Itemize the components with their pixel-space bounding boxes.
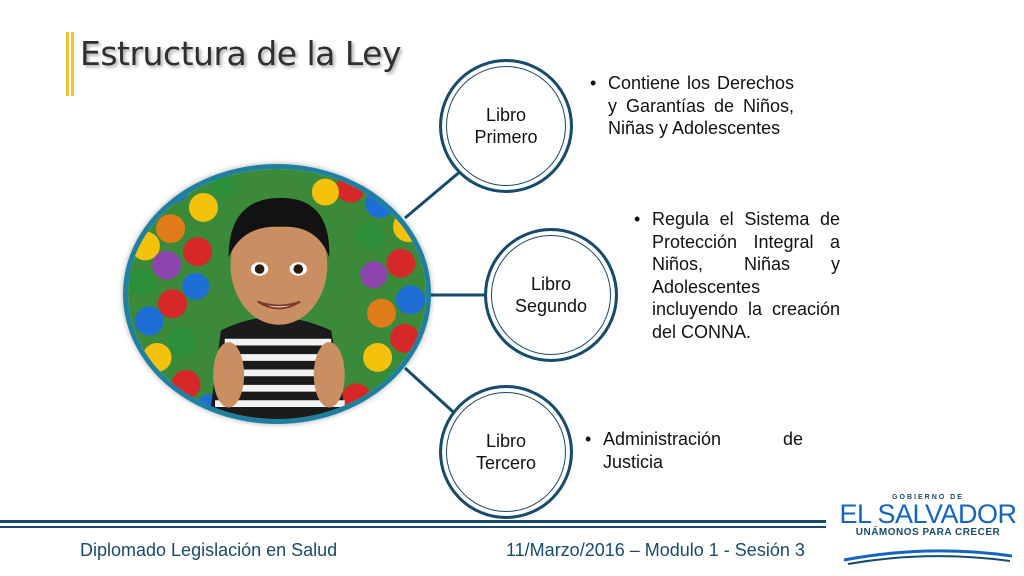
gobierno-el-salvador-logo bbox=[838, 494, 1018, 570]
description-libro-primero: • Contiene los Derechos y Garantías de Niños, Niñas y Adolescentes bbox=[588, 72, 794, 140]
footer-course: Diplomado Legislación en Salud bbox=[80, 540, 338, 560]
description-libro-tercero: • Administración de Justicia bbox=[583, 428, 803, 473]
node-libro-primero bbox=[439, 59, 573, 193]
connector-1 bbox=[405, 170, 462, 218]
slide-title: Estructura de la Ley bbox=[80, 34, 401, 73]
node-libro-segundo bbox=[484, 228, 618, 362]
node-libro-tercero bbox=[439, 385, 573, 519]
description-libro-segundo: • Regula el Sistema de Protección Integral a Niños, Niñas y Adolescentes incluyendo la creación del CONNA. bbox=[632, 208, 840, 343]
child-ball-pit-photo bbox=[123, 164, 431, 424]
logo-top-text: GOBIERNO DE bbox=[892, 494, 964, 501]
node-label-1: Libro Primero bbox=[474, 105, 538, 147]
node-label-2: Libro Segundo bbox=[514, 274, 588, 316]
logo-slogan: UNÁMONOS PARA CRECER bbox=[855, 527, 1001, 538]
footer-divider bbox=[0, 520, 826, 528]
title-accent-bar bbox=[66, 32, 74, 96]
node-label-3: Libro Tercero bbox=[475, 431, 537, 473]
logo-swoosh-icon bbox=[842, 546, 1014, 566]
footer-session: 11/Marzo/2016 – Modulo 1 - Sesión 3 bbox=[506, 540, 805, 560]
logo-main-text: EL SALVADOR bbox=[839, 499, 1017, 529]
